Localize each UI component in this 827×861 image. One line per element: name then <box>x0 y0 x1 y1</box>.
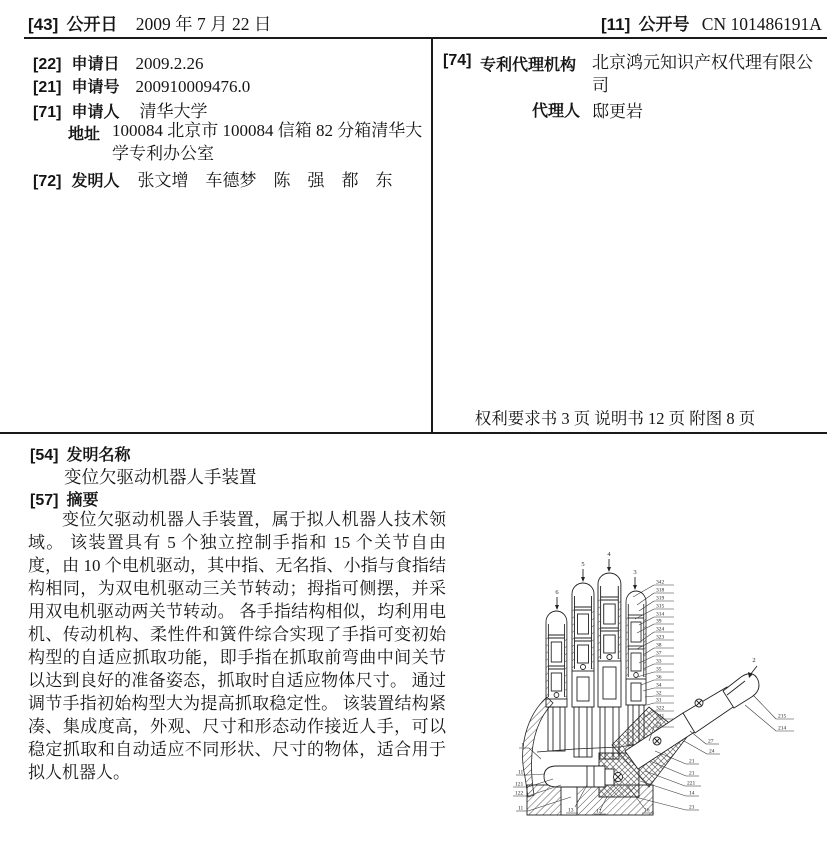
row-value: 2009.2.26 <box>135 54 204 73</box>
figure-label: 31 <box>656 697 662 704</box>
row-tag: [21] <box>33 79 62 96</box>
invention-title: 变位欠驱动机器人手装置 <box>64 467 257 487</box>
publication-number-tag: [11] <box>601 15 631 34</box>
row-tag: [71] <box>33 104 62 121</box>
publication-number-value: CN 101486191A <box>701 14 822 34</box>
figure-label: 122 <box>515 790 524 797</box>
filing-date-row <box>33 51 203 74</box>
figure-label: 315 <box>656 603 665 610</box>
section-54-tag: [54] <box>30 447 59 464</box>
hand-figure <box>487 545 827 861</box>
agency-value: 北京鸿元知识产权代理有限公司 <box>592 53 813 95</box>
figure-label: 27 <box>708 738 714 745</box>
figure-label: 6 <box>555 589 559 596</box>
application-number-row <box>33 74 250 97</box>
agency-tag: [74] <box>443 52 472 69</box>
figure-label: 321 <box>656 713 665 720</box>
row-label: 发明人 <box>71 173 120 190</box>
section-54-label: 发明名称 <box>66 447 131 464</box>
figure-label: 4 <box>607 551 611 558</box>
address-value: 100084 北京市 100084 信箱 82 分箱清华大学专利办公室 <box>112 121 423 163</box>
publication-date-row <box>28 10 271 36</box>
figure-label: 14 <box>689 790 695 797</box>
row-label: 申请号 <box>71 79 120 96</box>
row-value: 张文增 车德梦 陈 强 都 东 <box>137 171 393 190</box>
row-label: 申请日 <box>71 56 120 73</box>
figure-label: 319 <box>656 595 665 602</box>
row-tag: [22] <box>33 56 62 73</box>
agency-label: 专利代理机构 <box>480 57 577 74</box>
column-divider <box>431 38 433 433</box>
figure-label: 11 <box>518 769 524 776</box>
figure-label: 12 <box>596 808 602 815</box>
pages-note: 权利要求书 3 页 说明书 12 页 附图 8 页 <box>474 409 756 428</box>
figure-label: 38 <box>656 642 662 649</box>
address-label: 地址 <box>68 126 101 143</box>
section-57-header <box>30 487 98 510</box>
section-54-header <box>30 442 130 465</box>
figure-label: 322 <box>656 705 665 712</box>
publication-number-label: 公开号 <box>638 15 690 34</box>
figure-label: 36 <box>656 674 662 681</box>
figure-label: 121 <box>515 781 524 788</box>
publication-date-tag: [43] <box>28 15 59 34</box>
figure-label: 21 <box>689 770 695 777</box>
row-tag: [72] <box>33 173 62 190</box>
figure-label: 37 <box>656 650 662 657</box>
figure-label: 2 <box>752 657 756 664</box>
figure-label: 35 <box>656 666 662 673</box>
figure-label: 11 <box>518 805 524 812</box>
row-value: 清华大学 <box>139 102 208 121</box>
abstract-text: 变位欠驱动机器人手装置，属于拟人机器人技术领域。 该装置具有 5 个独立控制手指和 15 个关节自由度，由 10 个电机驱动，其中指、无名指、小指与食指结构相同，为双电机驱动三关节转动；拇指可侧摆，并采用双电机驱动两关节转动。 各手指结构相似，均利用电机、传动机构、柔性件和簧件综合实现了手指可变初始构型的自适应抓取功能，即手指在抓取前弯曲中间关节以达到良好的准备姿态，抓取时自适应物体尺寸。 通过调节手指初始构型大为提高抓取稳定性。 该装置结构紧凑、集成度高，外观、尺寸和形态动作接近人手，可以稳定抓取和自动适应不同形状、尺寸的物体，适合用于拟人机器人。 <box>28 510 446 782</box>
figure-label: 214 <box>778 725 787 732</box>
top-rule <box>24 37 827 39</box>
figure-label: 16 <box>644 807 650 814</box>
palm-motor <box>544 766 623 787</box>
figure-label: 323 <box>656 634 665 641</box>
figure-label: 215 <box>778 713 787 720</box>
figure-label: 32 <box>656 690 662 697</box>
figure-label: 34 <box>656 682 662 689</box>
middle-rule <box>0 432 827 434</box>
section-57-tag: [57] <box>30 492 59 509</box>
agent-label: 代理人 <box>531 103 580 120</box>
figure-label: 3 <box>633 569 637 576</box>
row-value: 200910009476.0 <box>135 77 251 96</box>
figure-label: 24 <box>709 748 715 755</box>
publication-number-row <box>601 10 822 35</box>
publication-date-value: 2009 年 7 月 22 日 <box>135 14 272 34</box>
agent-value: 邸更岩 <box>592 102 643 121</box>
figure-label: 21 <box>689 758 695 765</box>
figure-label: 21 <box>689 804 695 811</box>
figure-label: 221 <box>687 780 696 787</box>
figure-label: 13 <box>568 807 574 814</box>
section-57-label: 摘要 <box>66 492 99 509</box>
figure-label: 324 <box>656 626 665 633</box>
figure-label: 21 <box>656 721 662 728</box>
row-label: 申请人 <box>71 104 120 121</box>
figure-label: 39 <box>656 618 662 625</box>
figure-label: 318 <box>656 587 665 594</box>
figure-label: 1 <box>521 742 524 749</box>
figure-label: 342 <box>656 579 665 586</box>
figure-label: 33 <box>656 658 662 665</box>
publication-date-label: 公开日 <box>66 15 118 34</box>
inventors-row <box>33 166 392 191</box>
figure-label: 314 <box>656 611 665 618</box>
figure-label: 5 <box>581 561 585 568</box>
